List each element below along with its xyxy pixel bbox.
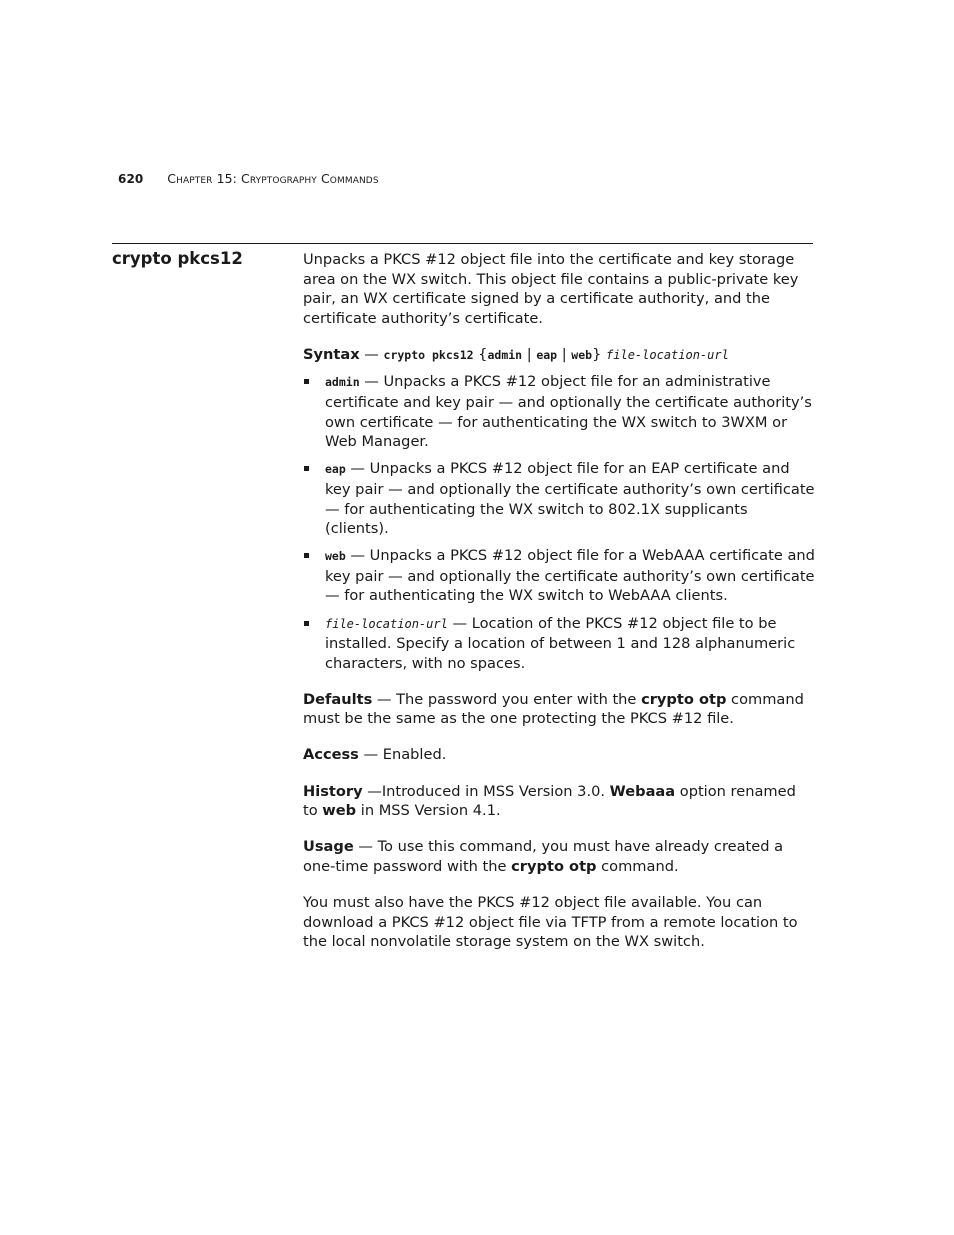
- list-item: [303, 459, 815, 538]
- syntax-option-admin: admin: [487, 347, 523, 362]
- syntax-open-brace: {: [473, 345, 488, 363]
- syntax-command: crypto pkcs12: [383, 347, 474, 362]
- usage-text: — To use this command, you must have already created a one-time password with the: [303, 838, 784, 875]
- option-text: — Location of the PKCS #12 object file to be installed. Specify a location of between 1 and 128 alphanumeric characters, with no spaces.: [325, 614, 796, 672]
- syntax-argument: file-location-url: [606, 347, 729, 362]
- defaults-command: crypto otp: [641, 690, 727, 708]
- option-text: — Unpacks a PKCS #12 object file for an EAP certificate and key pair — and optionally the certificate authority’s own certificate — for authenticating the WX switch to 802.1X supplicants (clients).: [325, 460, 815, 538]
- option-term: web: [325, 549, 346, 564]
- history-term-webaaa: Webaaa: [609, 782, 676, 800]
- option-text: — Unpacks a PKCS #12 object file for a WebAAA certificate and key pair — and optionally the certificate authority’s own certificate — for authenticating the WX switch to WebAAA clients.: [325, 547, 815, 605]
- chapter-title: Chapter 15: Cryptography Commands: [167, 171, 379, 186]
- syntax-close-brace: }: [592, 345, 607, 363]
- option-term: eap: [325, 462, 346, 477]
- bullet-icon: [304, 621, 309, 626]
- defaults-section: [303, 690, 815, 729]
- history-text-end: in MSS Version 4.1.: [356, 802, 501, 820]
- syntax-pipe: |: [557, 345, 572, 363]
- option-term: file-location-url: [325, 616, 448, 631]
- usage-text-end: command.: [596, 857, 679, 875]
- usage-paragraph-2: You must also have the PKCS #12 object file available. You can download a PKCS #12 object file via TFTP from a remote location to the local nonvolatile storage system on the WX switch.: [303, 893, 798, 951]
- access-label: Access: [303, 746, 359, 764]
- page-number: 620: [118, 172, 144, 186]
- section-divider: [112, 243, 813, 244]
- list-item: [303, 546, 815, 606]
- syntax-line: [303, 345, 815, 366]
- usage-section: [303, 837, 815, 876]
- syntax-option-web: web: [571, 347, 593, 362]
- command-description: Unpacks a PKCS #12 object file into the certificate and key storage area on the WX switch. This object file contains a public-private key pair, an WX certificate signed by a certificate authority, and the certificate authority’s certificate.: [303, 251, 799, 327]
- option-list: [303, 372, 815, 673]
- history-term-web: web: [322, 802, 357, 820]
- defaults-text: — The password you enter with the: [372, 690, 642, 708]
- usage-label: Usage: [303, 838, 354, 856]
- command-body: [303, 250, 815, 968]
- bullet-icon: [304, 466, 309, 471]
- syntax-label: Syntax: [303, 345, 360, 363]
- syntax-option-eap: eap: [536, 347, 558, 362]
- access-text: — Enabled.: [358, 746, 447, 764]
- running-head: [118, 171, 379, 186]
- option-text: — Unpacks a PKCS #12 object file for an administrative certificate and key pair — and optionally the certificate authority’s own certificate — for authenticating the WX switch to 3WXM or Web Manager.: [325, 373, 812, 451]
- defaults-label: Defaults: [303, 690, 373, 708]
- history-label: History: [303, 782, 363, 800]
- bullet-icon: [304, 379, 309, 384]
- access-section: [303, 745, 815, 765]
- command-heading: crypto pkcs12: [112, 249, 243, 268]
- history-text: —Introduced in MSS Version 3.0.: [362, 782, 610, 800]
- defaults-text-end: command must be the same as the one protecting the PKCS #12 file.: [303, 690, 804, 728]
- option-term: admin: [325, 375, 360, 390]
- syntax-dash: —: [359, 345, 384, 363]
- history-text-mid: option renamed to: [303, 782, 796, 820]
- usage-command: crypto otp: [511, 857, 597, 875]
- history-section: [303, 782, 815, 821]
- syntax-pipe: |: [522, 345, 537, 363]
- bullet-icon: [304, 553, 309, 558]
- list-item: [303, 614, 815, 674]
- list-item: [303, 372, 815, 451]
